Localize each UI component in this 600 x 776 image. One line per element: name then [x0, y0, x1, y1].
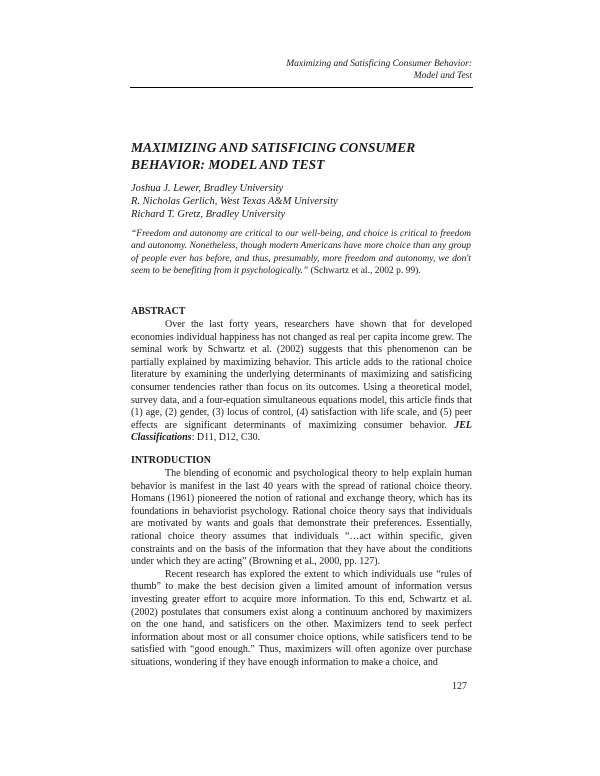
epigraph-citation: (Schwartz et al., 2002 p. 99).: [308, 265, 421, 276]
article-title-line-1: MAXIMIZING AND SATISFICING CONSUMER: [131, 140, 416, 155]
author-list: [131, 182, 471, 221]
header-rule: [130, 87, 473, 88]
jel-codes: : D11, D12, C30.: [191, 432, 261, 444]
abstract-section: [131, 306, 472, 445]
introduction-heading: INTRODUCTION: [131, 455, 212, 466]
running-head-line-1: Maximizing and Satisficing Consumer Behavior:: [286, 59, 472, 69]
abstract-heading: ABSTRACT: [131, 306, 186, 317]
author-2: R. Nicholas Gerlich, West Texas A&M University: [131, 196, 338, 207]
introduction-paragraph-1: The blending of economic and psychological theory to help explain human behavior is manifest in the last 40 years with the spread of rational choice theory. Homans (1961) pioneered the notion of rational and exchange theory, which has its foundations in behaviorist psychology. Rational choice theory says that individuals are motivated by wants and goals that demonstrate their preferences. Essentially, rational choice theory assumes that individuals “…act within specific, given constraints and on the basis of the information that they have about the conditions under which they are acting” (Browning et al., 2000, pp. 127).: [131, 468, 472, 568]
epigraph: [131, 228, 471, 277]
epigraph-quote: “Freedom and autonomy are critical to our well-being, and choice is critical to freedom and autonomy. Nonetheless, though modern Americans have more choice than any group of people ever has before, and thus, presumably, more freedom and autonomy, we don't seem to be benefiting from it psychologically.”: [131, 229, 471, 276]
abstract-body: Over the last forty years, researchers have shown that for developed economies individual happiness has not changed as real per capita income grew. The seminal work by Schwartz et al. (2002) suggests that this phenomenon can be partially explained by maximizing behavior. This article adds to the rational choice literature by examining the underlying determinants of maximizing and satisficing consumer tendencies rather than focus on its outcomes. Using a theoretical model, survey data, and a four-equation simultaneous equations model, this article finds that (1) age, (2) gender, (3) locus of control, (4) satisfaction with life scale, and (5) peer effects are significant determinants of maximizing consumer behavior.: [131, 319, 472, 431]
running-head-line-2: Model and Test: [413, 71, 472, 81]
author-3: Richard T. Gretz, Bradley University: [131, 209, 286, 220]
article-title-line-2: BEHAVIOR: MODEL AND TEST: [131, 157, 325, 172]
introduction-paragraph-2: Recent research has explored the extent to which individuals use “rules of thumb” to make the best decision given a limited amount of information versus investing greater effort to acquire more information. To this end, Schwartz et al. (2002) postulates that consumers exist along a continuum anchored by maximizers on the one hand, and satisficers on the other. Maximizers tend to seek perfect information about most or all consumer choice options, while satisficers tend to be satisfied with “good enough.” Thus, maximizers will often agonize over purchase situations, wondering if they have enough information to make a choice, and: [131, 568, 472, 668]
author-1: Joshua J. Lewer, Bradley University: [131, 183, 284, 194]
running-head: [212, 58, 472, 82]
abstract-text: [131, 319, 472, 445]
page-number: 127: [452, 681, 467, 692]
article-title: [131, 139, 471, 173]
jel-label: JEL Classifications: [131, 419, 473, 444]
introduction-section: [131, 455, 472, 670]
